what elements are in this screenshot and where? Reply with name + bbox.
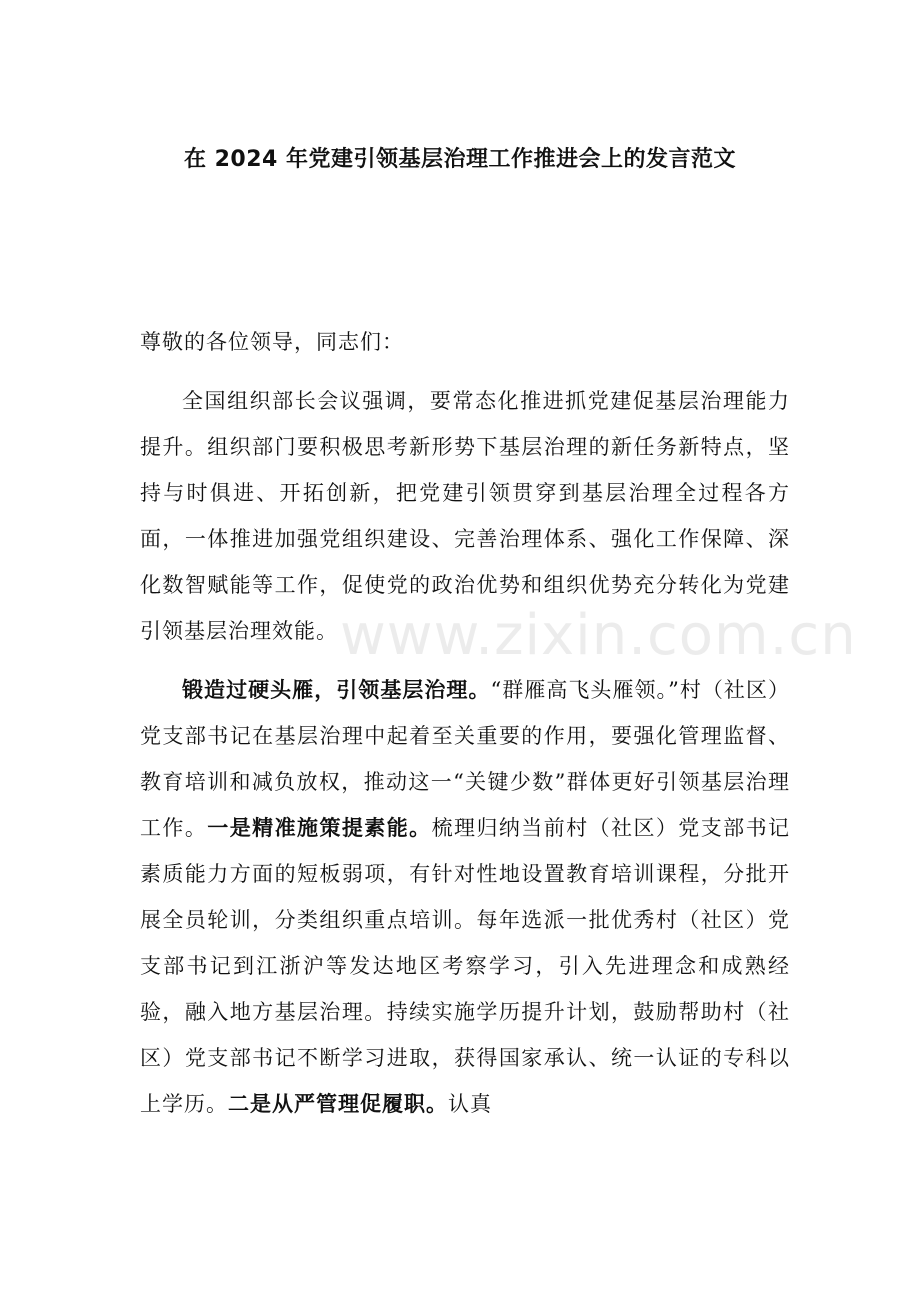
salutation: 尊敬的各位领导，同志们： [140,330,404,354]
paragraph-text: “群雁高飞头雁领。”村（社区）党支部书记在基层治理中起着至关重要的作用，要强化管理监督、教育培训和减负放权，推动这一“关键少数”群体更好引领基层治理工作。 [140,678,790,840]
point-heading-1: 一是精准施策提素能。 [207,815,432,840]
document-body [140,319,790,1140]
section-heading: 锻造过硬头雁，引领基层治理。 [182,677,491,702]
paragraph-leadership [140,667,790,1127]
paragraph-intro: 全国组织部长会议强调，要常态化推进抓党建促基层治理能力提升。组织部门要积极思考新形势下基层治理的新任务新特点，坚持与时俱进、开拓创新，把党建引领贯穿到基层治理全过程各方面，一体推进加强党组织建设、完善治理体系、强化工作保障、深化数智赋能等工作，促使党的政治优势和组织优势充分转化为党建引领基层治理效能。 [140,389,790,643]
document-title: 在 2024 年党建引领基层治理工作推进会上的发言范文 [183,147,737,172]
paragraph-text: 认真 [448,1092,492,1116]
point-heading-2: 二是从严管理促履职。 [228,1091,448,1116]
paragraph-text: 梳理归纳当前村（社区）党支部书记素质能力方面的短板弱项，有针对性地设置教育培训课程，分批开展全员轮训，分类组织重点培训。每年选派一批优秀村（社区）党支部书记到江浙沪等发达地区考察学习，引入先进理念和成熟经验，融入地方基层治理。持续实施学历提升计划，鼓励帮助村（社区）党支部书记不断学习进取，获得国家承认、统一认证的专科以上学历。 [140,816,791,1116]
watermark: www.zixin.com.cn [340,603,857,668]
